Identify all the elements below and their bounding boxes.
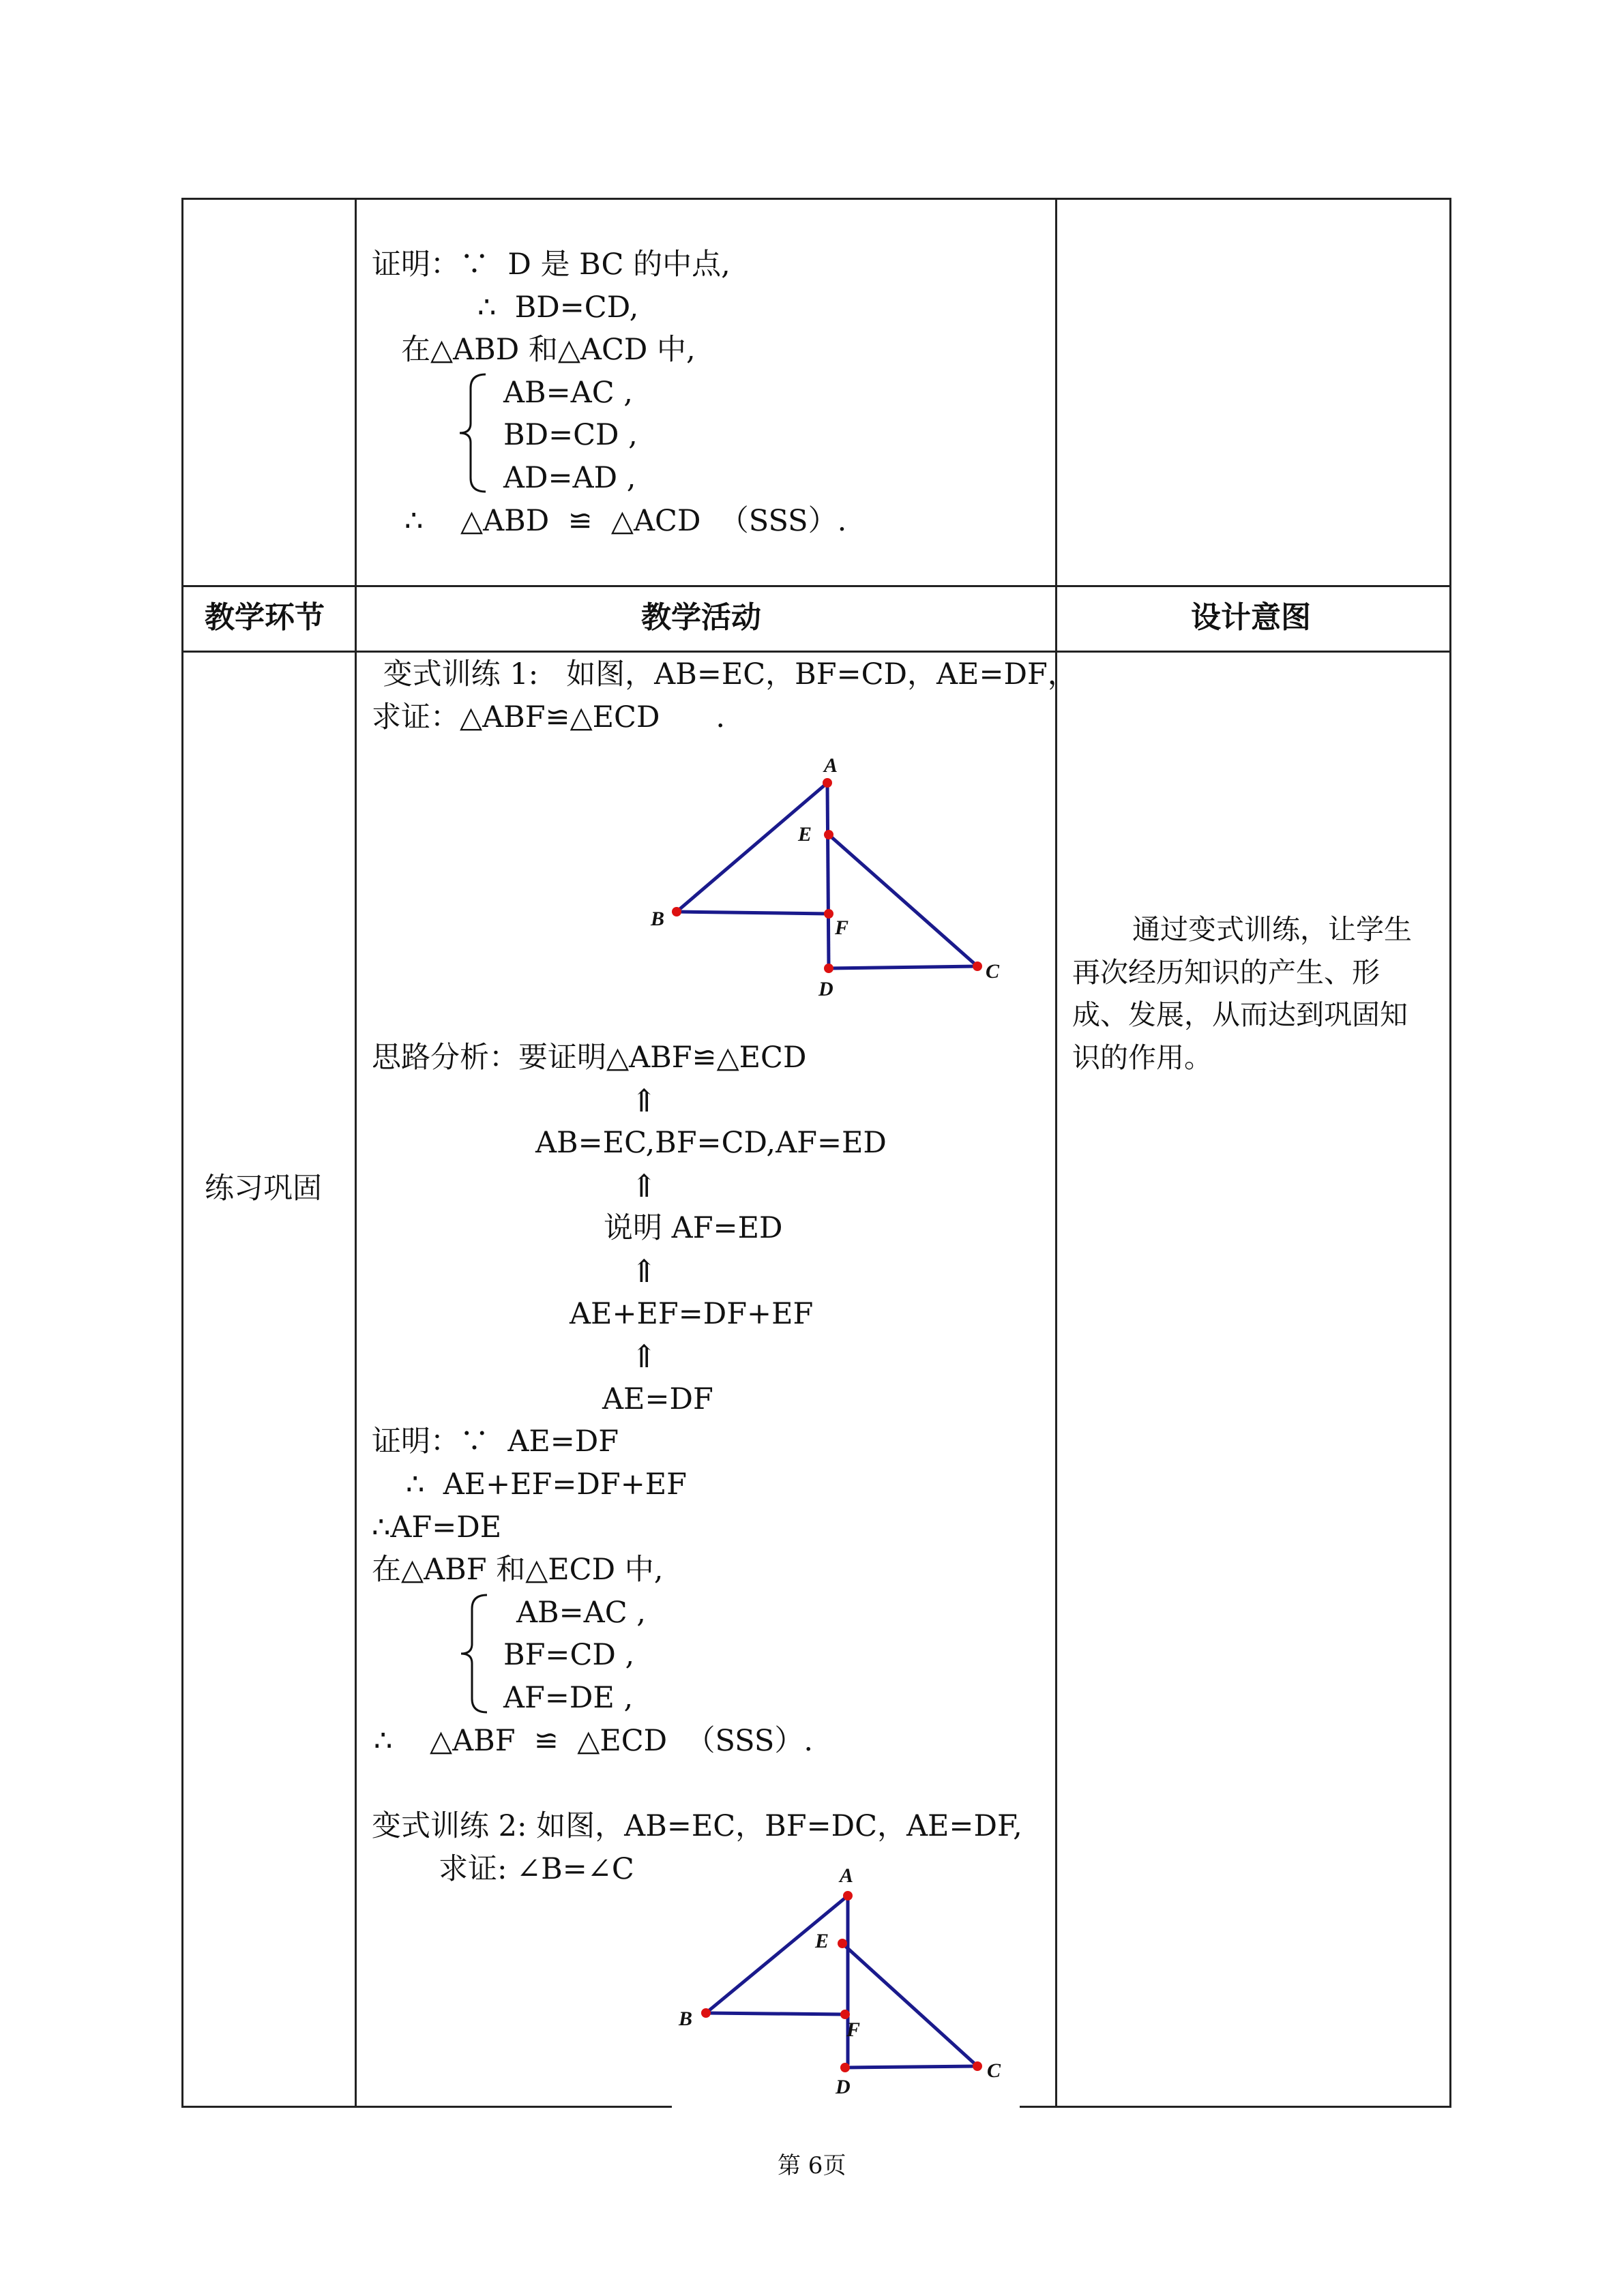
header-bottom-line xyxy=(181,651,1451,653)
exercise-1-line-1: 变式训练 1: 如图，AB=EC，BF=CD，AE=DF， xyxy=(374,657,1077,691)
segment-BF-2 xyxy=(706,2013,845,2014)
label-F: F xyxy=(835,916,849,939)
header-col-design-intent: 设计意图 xyxy=(1191,600,1311,635)
proof-brace-line-2: BD=CD , xyxy=(503,418,638,452)
table-border-bottom-right xyxy=(1020,2106,1451,2108)
table-border-top xyxy=(181,198,1451,200)
proof-conclusion: ∴ △ABD ≌ △ACD （SSS）. xyxy=(404,504,847,538)
proof-line-1: 证明：∵ D 是 BC 的中点, xyxy=(372,248,730,282)
proof-line-2: ∴ BD=CD, xyxy=(477,290,639,325)
triangle-figure-2 xyxy=(672,1862,1020,2114)
header-top-line xyxy=(181,585,1451,587)
label-D: D xyxy=(818,978,833,1000)
label-D-2: D xyxy=(836,2076,851,2098)
segment-BF xyxy=(677,912,829,914)
label-A-2: A xyxy=(840,1864,854,1887)
analysis-step-4: AE=DF xyxy=(602,1382,713,1416)
table-divider-1 xyxy=(355,198,357,2108)
up-arrow-1: ⇑ xyxy=(631,1082,658,1119)
analysis-title: 思路分析：要证明△ABF≌△ECD xyxy=(372,1041,807,1075)
table-border-right xyxy=(1449,198,1451,2108)
design-intent-line-2: 再次经历知识的产生、形 xyxy=(1072,956,1380,989)
figure-1-lines xyxy=(677,783,977,968)
triangle-figure-1 xyxy=(641,750,1023,1009)
label-A: A xyxy=(824,754,838,777)
design-intent-line-1: 通过变式训练，让学生 xyxy=(1132,913,1412,946)
analysis-step-2: 说明 AF=ED xyxy=(604,1211,783,1245)
exercise-proof-line-4: 在△ABF 和△ECD 中, xyxy=(372,1553,664,1587)
page-number: 第 6页 xyxy=(778,2152,846,2179)
proof-line-3: 在△ABD 和△ACD 中, xyxy=(401,333,696,367)
analysis-step-1: AB=EC,BF=CD,AF=ED xyxy=(535,1126,887,1160)
label-B: B xyxy=(651,908,665,930)
point-C xyxy=(973,961,982,971)
row-label-practice: 练习巩固 xyxy=(205,1172,322,1206)
exercise-proof-line-2: ∴ AE+EF=DF+EF xyxy=(406,1467,687,1502)
exercise-2-line-2: 求证: ∠B=∠C xyxy=(439,1852,634,1886)
point-D xyxy=(824,964,833,973)
point-B-2 xyxy=(701,2008,711,2018)
proof-brace-line-3: AD=AD , xyxy=(503,461,636,495)
exercise-2-line-1: 变式训练 2: 如图，AB=EC，BF=DC，AE=DF, xyxy=(372,1809,1022,1843)
point-D-2 xyxy=(840,2063,850,2072)
point-A xyxy=(823,778,832,788)
exercise-1-line-2: 求证：△ABF≌△ECD . xyxy=(372,700,726,734)
header-col-teaching-activity: 教学活动 xyxy=(641,600,761,635)
exercise-brace-line-3: AF=DE , xyxy=(503,1681,634,1715)
label-E: E xyxy=(798,823,812,846)
point-E xyxy=(824,830,833,839)
point-C-2 xyxy=(973,2061,982,2071)
label-E-2: E xyxy=(815,1930,829,1952)
label-F-2: F xyxy=(846,2018,861,2041)
point-F-2 xyxy=(840,2010,850,2019)
exercise-proof-line-1: 证明：∵ AE=DF xyxy=(372,1425,619,1459)
design-intent-line-3: 成、发展，从而达到巩固知 xyxy=(1072,998,1408,1031)
table-divider-2 xyxy=(1055,198,1057,2108)
table-border-bottom-left xyxy=(181,2106,673,2108)
point-B xyxy=(672,907,681,916)
segment-AD xyxy=(827,783,829,968)
exercise-conclusion: ∴ △ABF ≌ △ECD （SSS）. xyxy=(374,1724,813,1758)
up-arrow-2: ⇑ xyxy=(631,1167,658,1204)
up-arrow-4: ⇑ xyxy=(631,1338,658,1375)
segment-DC xyxy=(829,966,977,968)
design-intent-line-4: 识的作用。 xyxy=(1072,1041,1212,1074)
left-brace-2 xyxy=(458,1592,492,1715)
left-brace-1 xyxy=(457,372,491,494)
up-arrow-3: ⇑ xyxy=(631,1253,658,1289)
point-F xyxy=(824,909,833,919)
label-C: C xyxy=(986,960,1000,983)
segment-EC xyxy=(829,835,977,966)
point-E-2 xyxy=(838,1939,847,1948)
segment-DC-2 xyxy=(845,2066,977,2068)
label-B-2: B xyxy=(679,2008,693,2030)
exercise-proof-line-3: ∴AF=DE xyxy=(372,1510,502,1545)
table-border-left xyxy=(181,198,183,2108)
analysis-step-3: AE+EF=DF+EF xyxy=(570,1297,814,1331)
exercise-brace-line-1: AB=AC , xyxy=(516,1596,646,1630)
segment-AB xyxy=(677,783,827,912)
exercise-brace-line-2: BF=CD , xyxy=(503,1638,635,1672)
header-col-teaching-stage: 教学环节 xyxy=(205,600,325,635)
proof-brace-line-1: AB=AC , xyxy=(503,376,633,410)
point-A-2 xyxy=(843,1891,853,1900)
label-C-2: C xyxy=(987,2059,1001,2082)
